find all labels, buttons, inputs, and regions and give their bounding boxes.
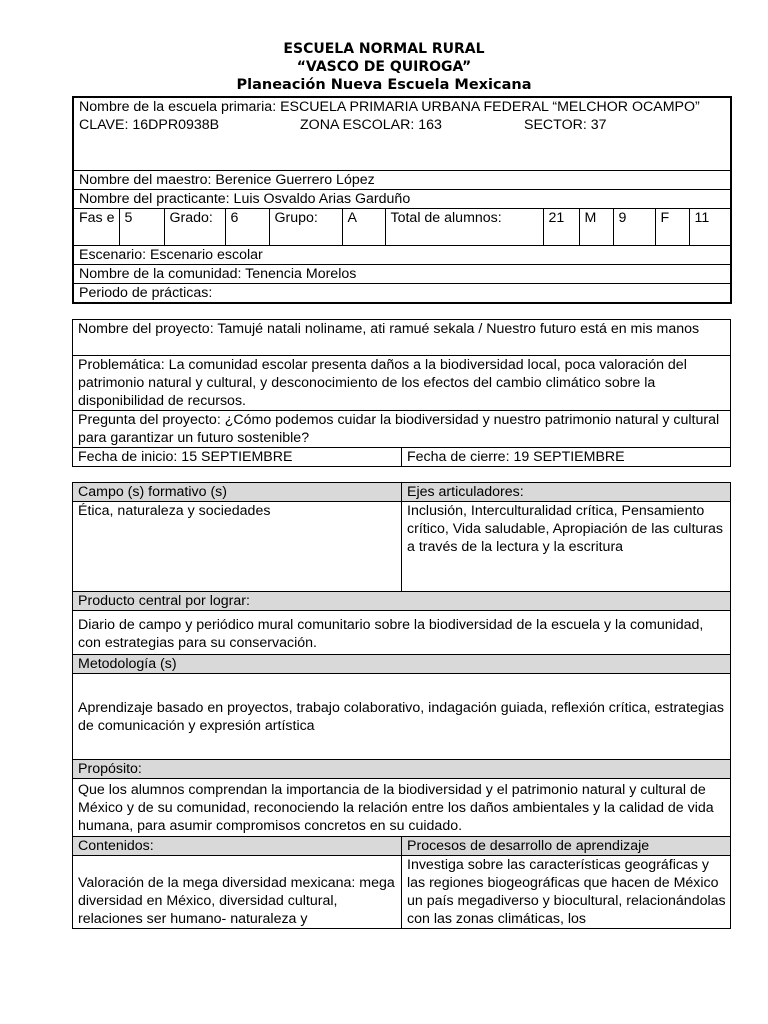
- ejes-value: Inclusión, Interculturalidad crítica, Pensamiento crítico, Vida saludable, Apropiación de las culturas a través de la lectura y la escritura: [402, 502, 731, 592]
- school-codes: [79, 116, 730, 134]
- producto-value: Diario de campo y periódico mural comunitario sobre la biodiversidad de la escuela y la comunidad, con estrategias para su conservación.: [73, 611, 731, 655]
- procesos-value: Investiga sobre las características geográficas y las regiones biogeográficas que hacen de México un país megadiverso y biocultural, relacionándolas con las zonas climáticas, los: [402, 856, 731, 929]
- f-value: 11: [689, 208, 731, 245]
- school-name-cell: [73, 97, 731, 170]
- school-name-value: ESCUELA PRIMARIA URBANA FEDERAL “MELCHOR OCAMPO”: [280, 99, 700, 115]
- clave: CLAVE: 16DPR0938B: [79, 117, 220, 133]
- grupo-label: Grupo:: [269, 208, 342, 245]
- contenidos-value: Valoración de la mega diversidad mexicana: mega diversidad en México, diversidad cultural, relaciones ser humano- naturaleza y: [73, 856, 402, 929]
- m-label: M: [579, 208, 613, 245]
- practicante-name: Nombre del practicante: Luis Osvaldo Arias Garduño: [73, 189, 731, 208]
- project-question: Pregunta del proyecto: ¿Cómo podemos cuidar la biodiversidad y nuestro patrimonio natural y cultural para garantizar un futuro sostenible?: [73, 411, 731, 448]
- zona-escolar: ZONA ESCOLAR: 163: [300, 117, 442, 133]
- metodologia-value: Aprendizaje basado en proyectos, trabajo colaborativo, indagación guiada, reflexión crítica, estrategias de comunicación y expresión artística: [73, 674, 731, 760]
- producto-header: Producto central por lograr:: [73, 592, 731, 611]
- end-date: Fecha de cierre: 19 SEPTIEMBRE: [402, 448, 731, 467]
- fase-value: 5: [119, 208, 164, 245]
- project-table: [72, 319, 731, 467]
- problematica: Problemática: La comunidad escolar presenta daños a la biodiversidad local, poca valoración del patrimonio natural y cultural, y desconocimiento de los efectos del cambio climático sobre la disponibilidad de recursos.: [73, 356, 731, 411]
- school-name: [79, 98, 730, 116]
- fase-label: Fas e: [73, 208, 119, 245]
- m-value: 9: [613, 208, 655, 245]
- ejes-header: Ejes articuladores:: [402, 483, 731, 502]
- start-date: Fecha de inicio: 15 SEPTIEMBRE: [73, 448, 402, 467]
- planning-table: [72, 482, 731, 929]
- periodo: Periodo de prácticas:: [73, 283, 731, 303]
- teacher-name: Nombre del maestro: Berenice Guerrero López: [73, 170, 731, 189]
- header-line-3: Planeación Nueva Escuela Mexicana: [236, 77, 532, 93]
- campo-formativo-header: Campo (s) formativo (s): [73, 483, 402, 502]
- grado-label: Grado:: [164, 208, 225, 245]
- grado-value: 6: [225, 208, 269, 245]
- comunidad: Nombre de la comunidad: Tenencia Morelos: [73, 264, 731, 283]
- project-name: Nombre del proyecto: Tamujé natali noliname, ati ramué sekala / Nuestro futuro está en mis manos: [73, 320, 731, 356]
- contenidos-header: Contenidos:: [73, 837, 402, 856]
- header-line-1: ESCUELA NORMAL RURAL: [283, 41, 485, 57]
- proposito-header: Propósito:: [73, 760, 731, 779]
- header-line-2: “VASCO DE QUIROGA”: [296, 59, 472, 75]
- school-info-table: [72, 96, 732, 304]
- total-label: Total de alumnos:: [385, 208, 543, 245]
- total-value: 21: [543, 208, 579, 245]
- proposito-value: Que los alumnos comprendan la importancia de la biodiversidad y el patrimonio natural y cultural de México y de su comunidad, reconociendo la relación entre los daños ambientales y la calidad de vida humana, para asumir compromisos concretos en su cuidado.: [73, 779, 731, 837]
- metodologia-header: Metodología (s): [73, 655, 731, 674]
- campo-formativo-value: Ética, naturaleza y sociedades: [73, 502, 402, 592]
- grupo-value: A: [342, 208, 385, 245]
- sector: SECTOR: 37: [524, 117, 607, 133]
- f-label: F: [655, 208, 689, 245]
- procesos-header: Procesos de desarrollo de aprendizaje: [402, 837, 731, 856]
- school-name-label: Nombre de la escuela primaria:: [79, 99, 277, 115]
- escenario: Escenario: Escenario escolar: [73, 245, 731, 264]
